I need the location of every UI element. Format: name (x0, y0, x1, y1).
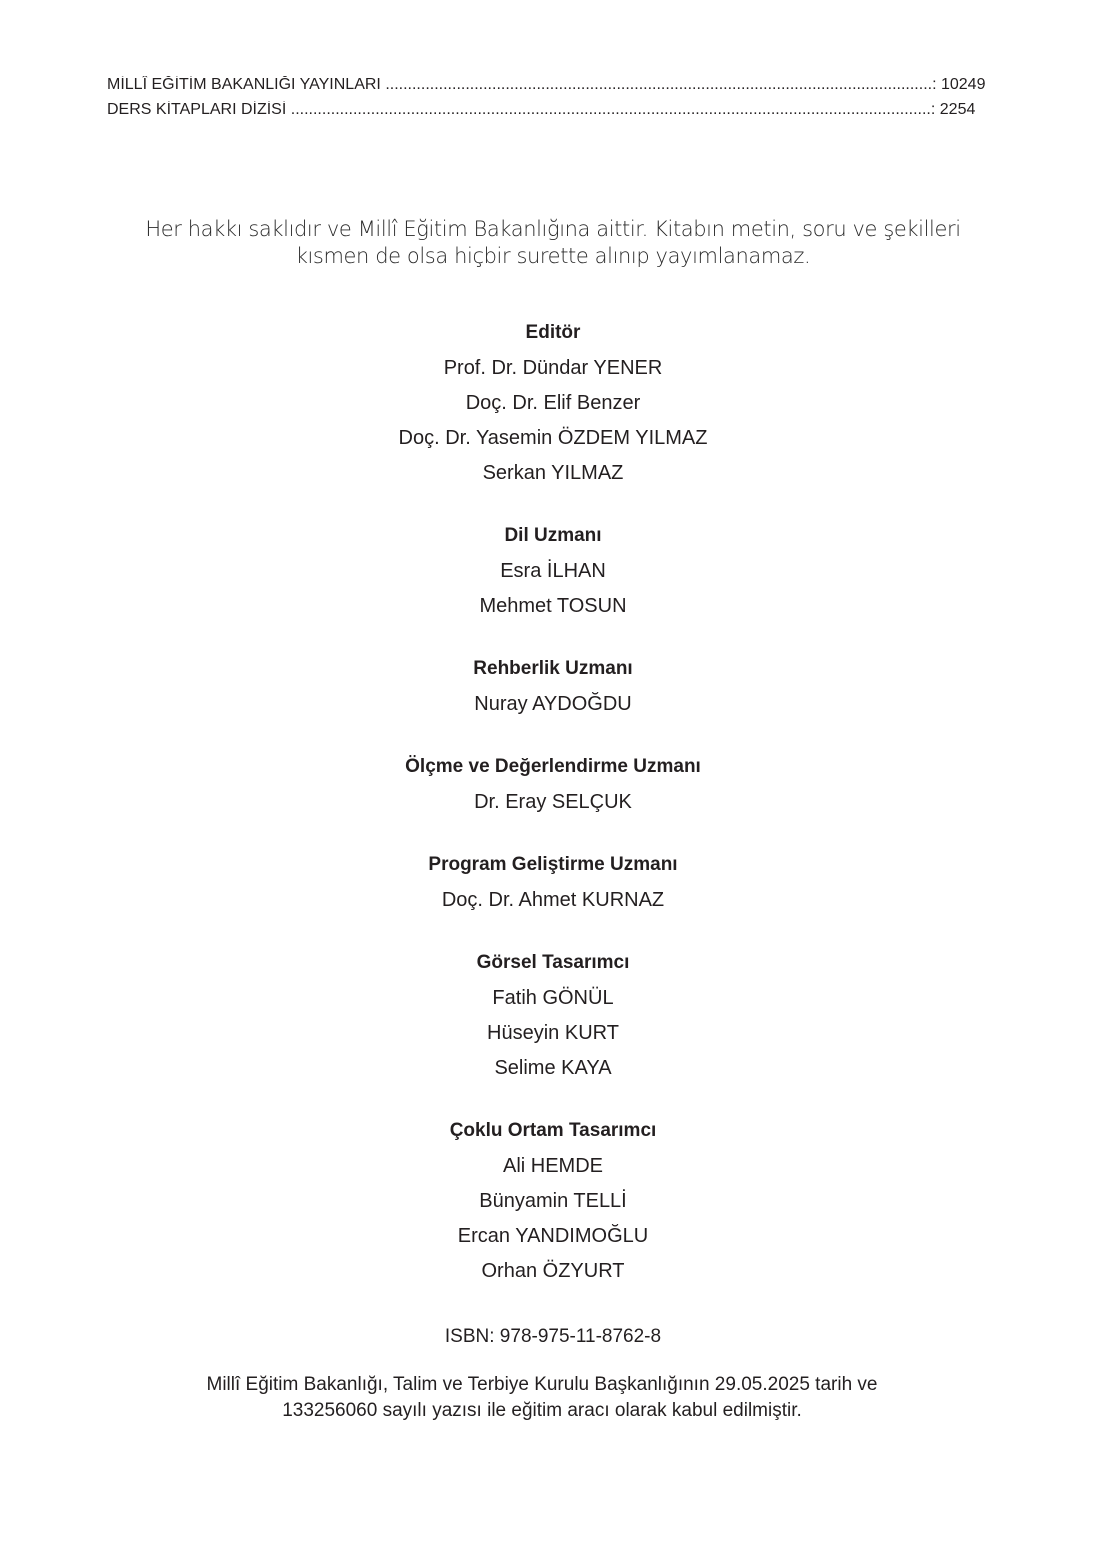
role-title: Görsel Tasarımcı (476, 952, 630, 973)
credit-group (0, 1118, 1106, 1293)
person-name: Fatih GÖNÜL (492, 987, 614, 1009)
role-title: Program Geliştirme Uzmanı (428, 854, 678, 875)
person-name: Mehmet TOSUN (479, 595, 627, 617)
credit-group (0, 950, 1106, 1090)
person-name: Serkan YILMAZ (482, 462, 624, 484)
role-title: Çoklu Ortam Tasarımcı (449, 1120, 657, 1141)
credit-group (0, 523, 1106, 628)
isbn: ISBN: 978-975-11-8762-8 (444, 1326, 662, 1347)
person-name: Ali HEMDE (502, 1155, 603, 1177)
series-number: : 2254 (930, 101, 975, 118)
approval-notice (130, 1372, 954, 1424)
series-label: MİLLÎ EĞİTİM BAKANLIĞI YAYINLARI (107, 76, 381, 93)
credit-group (0, 656, 1106, 726)
person-name: Ercan YANDIMOĞLU (457, 1225, 649, 1247)
copyright-line: kısmen de olsa hiçbir surette alınıp yayımlanamaz. (295, 244, 811, 268)
series-label: DERS KİTAPLARI DİZİSİ (107, 101, 287, 118)
dot-leader: ................................................................................................................................................ (290, 101, 931, 118)
person-name: Bünyamin TELLİ (479, 1190, 627, 1212)
series-line-textbooks (107, 101, 975, 119)
dot-leader: ........................................................................................................................... (385, 76, 933, 93)
person-name: Prof. Dr. Dündar YENER (443, 357, 663, 379)
series-line-publications (107, 76, 989, 94)
credits-list (0, 320, 1106, 1321)
approval-line: Millî Eğitim Bakanlığı, Talim ve Terbiye Kurulu Başkanlığının 29.05.2025 tarih ve (206, 1374, 878, 1395)
person-name: Esra İLHAN (500, 560, 606, 582)
copyright-line: Her hakkı saklıdır ve Millî Eğitim Bakanlığına aittir. Kitabın metin, soru ve şekilleri (145, 217, 961, 241)
person-name: Doç. Dr. Elif Benzer (465, 392, 641, 414)
role-title: Dil Uzmanı (504, 525, 602, 546)
person-name: Selime KAYA (494, 1057, 612, 1079)
person-name: Nuray AYDOĞDU (474, 693, 632, 715)
role-title: Editör (525, 322, 581, 343)
person-name: Orhan ÖZYURT (481, 1260, 625, 1282)
person-name: Doç. Dr. Ahmet KURNAZ (441, 889, 665, 911)
credit-group (0, 754, 1106, 824)
copyright-notice (100, 216, 1006, 270)
role-title: Ölçme ve Değerlendirme Uzmanı (405, 756, 701, 777)
series-number: : 10249 (932, 76, 986, 93)
credit-group (0, 852, 1106, 922)
approval-line: 133256060 sayılı yazısı ile eğitim aracı olarak kabul edilmiştir. (282, 1400, 802, 1421)
person-name: Doç. Dr. Yasemin ÖZDEM YILMAZ (398, 427, 708, 449)
credit-group (0, 320, 1106, 495)
person-name: Dr. Eray SELÇUK (474, 791, 632, 813)
role-title: Rehberlik Uzmanı (473, 658, 633, 679)
person-name: Hüseyin KURT (487, 1022, 619, 1044)
